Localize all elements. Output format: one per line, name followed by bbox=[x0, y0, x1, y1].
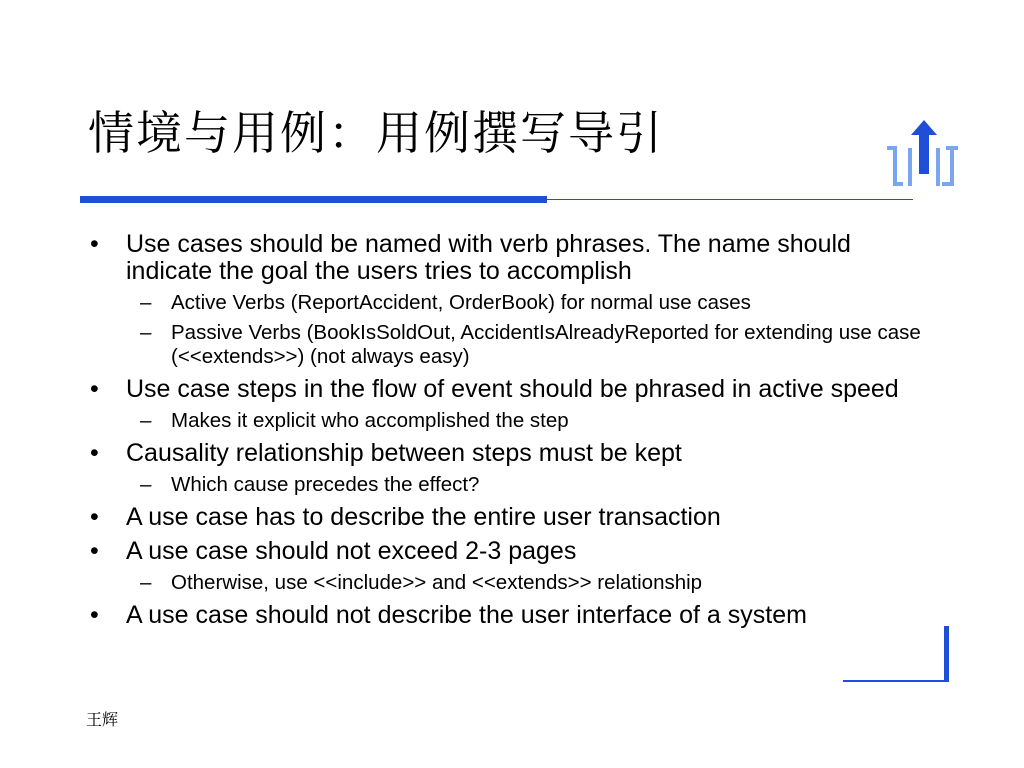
sub-bullet-point bbox=[90, 409, 930, 433]
bullet-text: A use case has to describe the entire user transaction bbox=[126, 503, 721, 531]
dash-icon: – bbox=[140, 291, 152, 314]
bullet-point bbox=[90, 504, 930, 531]
sub-bullet-point bbox=[90, 473, 930, 497]
bullet-point bbox=[90, 231, 930, 285]
bullet-text: A use case should not describe the user interface of a system bbox=[126, 601, 807, 629]
bullet-text: Use case steps in the flow of event should be phrased in active speed bbox=[126, 375, 899, 403]
sub-bullet-point bbox=[90, 291, 930, 315]
bullet-icon: • bbox=[90, 601, 99, 629]
bullet-icon: • bbox=[90, 439, 99, 467]
bullet-point bbox=[90, 440, 930, 467]
bullet-icon: • bbox=[90, 503, 99, 531]
sub-bullet-point bbox=[90, 571, 930, 595]
bullet-list bbox=[90, 224, 930, 629]
slide-title: 情境与用例：用例撰写导引 bbox=[88, 106, 664, 160]
bullet-point bbox=[90, 602, 930, 629]
bullet-icon: • bbox=[90, 230, 99, 258]
logo-right-bracket bbox=[942, 146, 958, 186]
author-footer: 王辉 bbox=[86, 710, 119, 729]
bullet-text: A use case should not exceed 2-3 pages bbox=[126, 537, 577, 565]
sub-bullet-text: Makes it explicit who accomplished the step bbox=[171, 409, 569, 432]
sub-bullet-point bbox=[90, 321, 930, 369]
sub-bullet-text: Which cause precedes the effect? bbox=[171, 473, 480, 496]
bullet-point bbox=[90, 538, 930, 565]
sub-bullet-text: Passive Verbs (BookIsSoldOut, AccidentIsAlreadyReported for extending use case (<<extends>>) (not always easy) bbox=[171, 321, 921, 368]
up-arrow-logo-icon bbox=[882, 118, 966, 194]
bullet-text: Causality relationship between steps must be kept bbox=[126, 439, 682, 467]
bullet-icon: • bbox=[90, 537, 99, 565]
dash-icon: – bbox=[140, 473, 152, 496]
dash-icon: – bbox=[140, 321, 152, 344]
title-underline-thin bbox=[547, 199, 913, 200]
dash-icon: – bbox=[140, 409, 152, 432]
dash-icon: – bbox=[140, 571, 152, 594]
logo-arrow bbox=[911, 120, 937, 174]
bullet-icon: • bbox=[90, 375, 99, 403]
points-list bbox=[90, 231, 930, 629]
title-underline-thick bbox=[80, 196, 547, 203]
sub-bullet-text: Active Verbs (ReportAccident, OrderBook) for normal use cases bbox=[171, 291, 751, 314]
corner-accent-horizontal bbox=[843, 680, 949, 682]
corner-accent-vertical bbox=[944, 626, 949, 682]
bullet-text: Use cases should be named with verb phrases. The name should indicate the goal the users tries to accomplish bbox=[126, 230, 851, 285]
sub-bullet-text: Otherwise, use <<include>> and <<extends>> relationship bbox=[171, 571, 703, 594]
bullet-point bbox=[90, 376, 930, 403]
logo-left-bracket bbox=[887, 146, 903, 186]
